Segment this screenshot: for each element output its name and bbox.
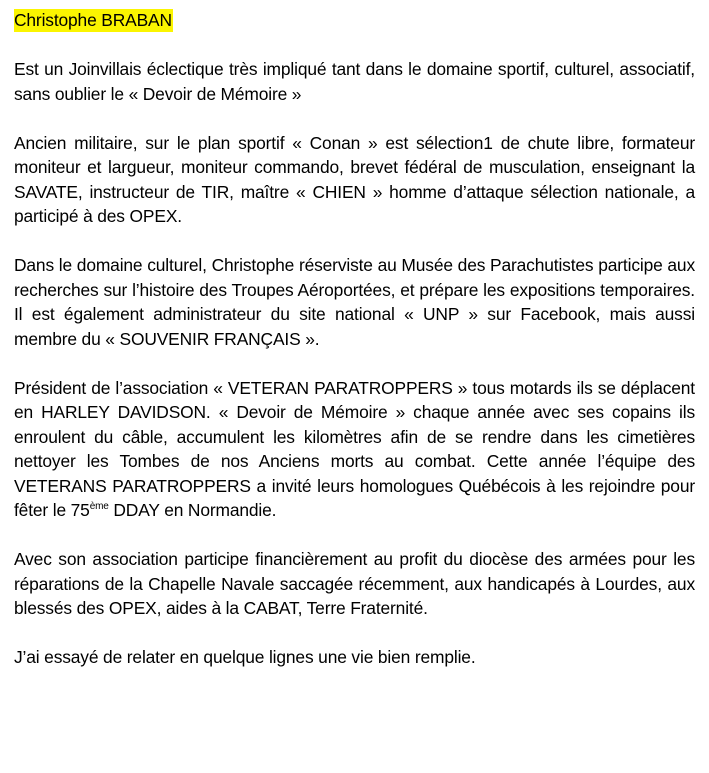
paragraph-funding: Avec son association participe financièrement au profit du diocèse des armées pour les réparations de la Chapelle Navale saccagée récemment, aux handicapés à Lourdes, aux blessés des OPEX, aides à la CABAT, Terre Fraternité. — [14, 549, 695, 618]
paragraph-association-end: DDAY en Normandie. — [108, 500, 277, 520]
ordinal-superscript: ème — [89, 501, 109, 512]
paragraph-intro: Est un Joinvillais éclectique très impliqué tant dans le domaine sportif, culturel, associatif, sans oublier le « Devoir de Mémoire » — [14, 59, 695, 104]
title-line — [14, 8, 695, 33]
paragraph-association — [14, 376, 695, 523]
paragraph-closing: J’ai essayé de relater en quelque lignes une vie bien remplie. — [14, 647, 476, 667]
paragraph-culture: Dans le domaine culturel, Christophe réserviste au Musée des Parachutistes participe aux recherches sur l’histoire des Troupes Aéroportées, et prépare les expositions temporaires. Il est également administrateur du site national « UNP » sur Facebook, mais aussi membre du « SOUVENIR FRANÇAIS ». — [14, 255, 695, 349]
paragraph-association-text: Président de l’association « VETERAN PARATROPPERS » tous motards ils se déplacent en HARLEY DAVIDSON. « Devoir de Mémoire » chaque année avec ses copains ils enroulent du câble, accumulent les kilomètres afin de se rendre dans les cimetières nettoyer les Tombes de nos Anciens morts au combat. Cette année l’équipe des VETERANS PARATROPPERS a invité leurs homologues Québécois à les rejoindre pour fêter le 75 — [14, 377, 695, 520]
highlighted-title: Christophe BRABAN — [14, 10, 172, 30]
document-body — [14, 8, 695, 670]
paragraph-sport: Ancien militaire, sur le plan sportif « Conan » est sélection1 de chute libre, formateur moniteur et largueur, moniteur commando, brevet fédéral de musculation, enseignant la SAVATE, instructeur de TIR, maître « CHIEN » homme d’attaque sélection nationale, a participé à des OPEX. — [14, 132, 695, 226]
